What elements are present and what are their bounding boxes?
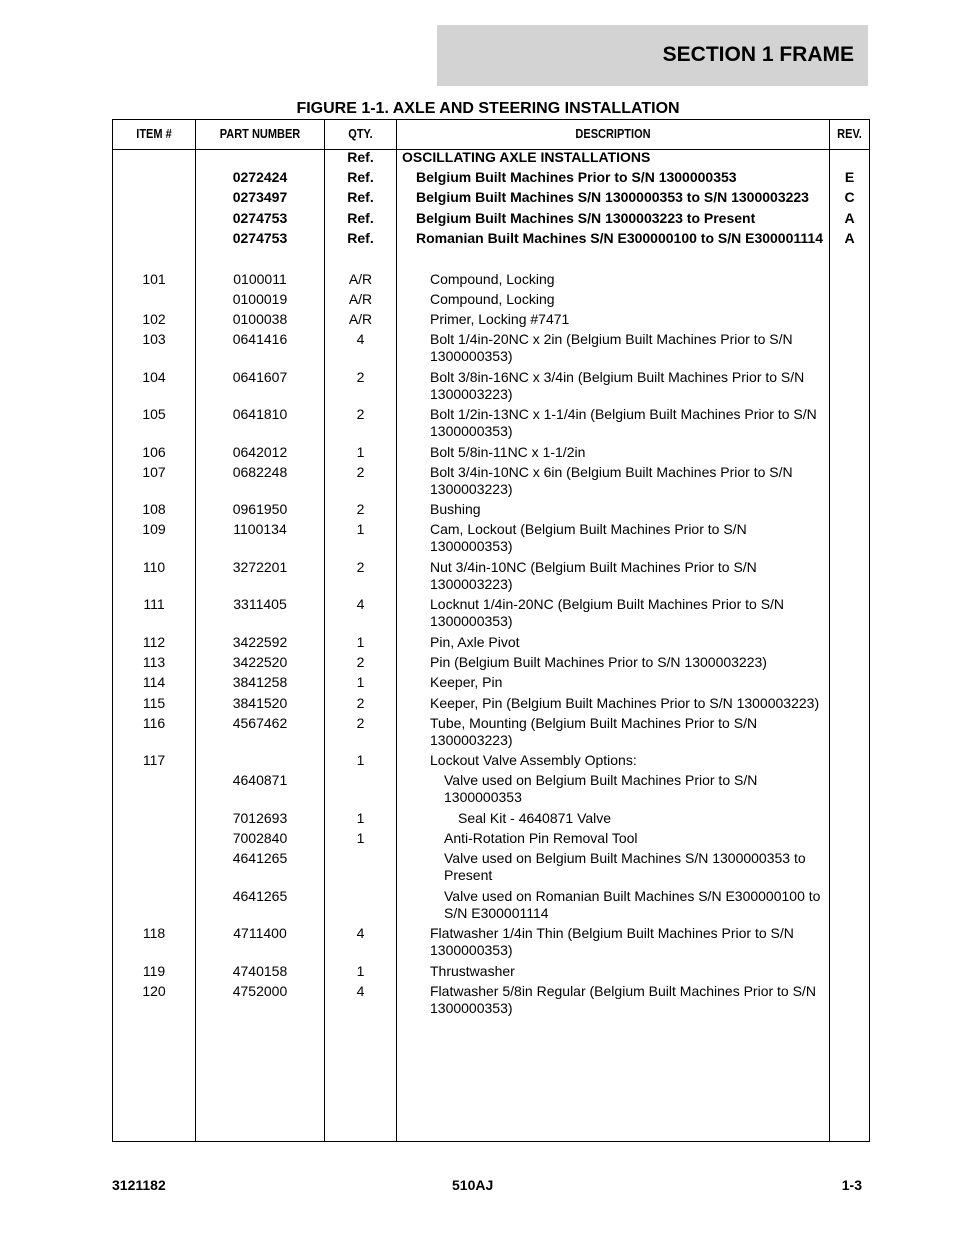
quantity: 2 xyxy=(356,715,365,731)
footer-model: 510AJ xyxy=(452,1177,494,1193)
description: Compound, Locking xyxy=(430,291,555,307)
quantity: 1 xyxy=(356,634,365,650)
item-number: 115 xyxy=(142,695,166,711)
item-number: 113 xyxy=(142,654,166,670)
part-number: 3841258 xyxy=(232,674,288,690)
header-item: ITEM # xyxy=(136,127,172,141)
description: Valve used on Belgium Built Machines S/N 1300000353 to Present xyxy=(444,850,806,883)
item-number: 117 xyxy=(142,752,166,768)
item-number: 116 xyxy=(142,715,166,731)
description: Lockout Valve Assembly Options: xyxy=(430,752,637,768)
description: Romanian Built Machines S/N E300000100 to S/N E300001114 xyxy=(416,230,823,246)
quantity: 4 xyxy=(356,596,365,612)
part-number: 0100019 xyxy=(232,291,288,307)
quantity: A/R xyxy=(348,271,373,287)
quantity: 1 xyxy=(356,521,365,537)
part-number: 4711400 xyxy=(233,925,287,941)
part-number: 3311405 xyxy=(233,596,287,612)
item-number: 119 xyxy=(142,963,166,979)
part-number: 0274753 xyxy=(232,210,288,226)
description: Belgium Built Machines Prior to S/N 1300000353 xyxy=(416,169,737,185)
quantity: 2 xyxy=(356,559,365,575)
item-number: 112 xyxy=(142,634,166,650)
part-number: 0642012 xyxy=(232,444,288,460)
item-number: 106 xyxy=(142,444,166,460)
item-number: 102 xyxy=(142,311,166,327)
revision: E xyxy=(844,169,855,185)
description: Valve used on Belgium Built Machines Prior to S/N 1300000353 xyxy=(444,772,758,805)
description: Keeper, Pin xyxy=(430,674,503,690)
part-number: 7012693 xyxy=(232,810,288,826)
quantity: 1 xyxy=(356,963,365,979)
part-number: 0100038 xyxy=(232,311,288,327)
description: Bolt 3/4in-10NC x 6in (Belgium Built Machines Prior to S/N 1300003223) xyxy=(430,464,793,497)
part-number: 0682248 xyxy=(232,464,288,480)
part-number: 3272201 xyxy=(232,559,288,575)
item-number: 105 xyxy=(142,406,166,422)
quantity: A/R xyxy=(348,311,373,327)
part-number: 0641810 xyxy=(232,406,288,422)
quantity: 2 xyxy=(356,464,365,480)
quantity: 1 xyxy=(356,674,365,690)
section-title: SECTION 1 FRAME xyxy=(662,43,854,66)
description: Nut 3/4in-10NC (Belgium Built Machines Prior to S/N 1300003223) xyxy=(430,559,757,592)
item-number: 111 xyxy=(143,596,165,612)
description: Anti-Rotation Pin Removal Tool xyxy=(444,830,638,846)
quantity: Ref. xyxy=(347,189,374,205)
description: Cam, Lockout (Belgium Built Machines Prior to S/N 1300000353) xyxy=(430,521,747,554)
part-number: 0100011 xyxy=(233,271,287,287)
item-number: 104 xyxy=(142,369,166,385)
quantity: 4 xyxy=(356,983,365,999)
header-rev: REV. xyxy=(837,127,862,141)
description: Bolt 3/8in-16NC x 3/4in (Belgium Built Machines Prior to S/N 1300003223) xyxy=(430,369,805,402)
part-number: 0961950 xyxy=(232,501,288,517)
quantity: Ref. xyxy=(347,210,374,226)
part-number: 4740158 xyxy=(232,963,288,979)
quantity: A/R xyxy=(348,291,373,307)
quantity: 1 xyxy=(356,810,365,826)
part-number: 7002840 xyxy=(232,830,288,846)
description: Keeper, Pin (Belgium Built Machines Prior to S/N 1300003223) xyxy=(430,695,820,711)
item-number: 108 xyxy=(142,501,166,517)
header-description: DESCRIPTION xyxy=(575,127,651,141)
quantity: 2 xyxy=(356,406,365,422)
item-number: 120 xyxy=(142,983,166,999)
item-number: 101 xyxy=(142,271,166,287)
revision: A xyxy=(844,230,855,246)
description: Flatwasher 1/4in Thin (Belgium Built Machines Prior to S/N 1300000353) xyxy=(430,925,794,958)
quantity: 1 xyxy=(356,830,365,846)
description: Locknut 1/4in-20NC (Belgium Built Machines Prior to S/N 1300000353) xyxy=(430,596,785,629)
parts-table xyxy=(112,119,870,1142)
description: Seal Kit - 4640871 Valve xyxy=(458,810,612,826)
quantity: 4 xyxy=(356,331,365,347)
quantity: 1 xyxy=(356,752,365,768)
part-number: 3422520 xyxy=(232,654,288,670)
item-number: 103 xyxy=(142,331,166,347)
description: Valve used on Romanian Built Machines S/N E300000100 to S/N E300001114 xyxy=(444,888,821,921)
description: Thrustwasher xyxy=(430,963,515,979)
part-number: 0274753 xyxy=(232,230,288,246)
quantity: 2 xyxy=(356,695,365,711)
part-number: 3422592 xyxy=(232,634,288,650)
part-number: 4752000 xyxy=(232,983,288,999)
item-number: 118 xyxy=(142,925,166,941)
part-number: 0273497 xyxy=(232,189,288,205)
part-number: 0641416 xyxy=(232,331,288,347)
quantity: 2 xyxy=(356,654,365,670)
revision: A xyxy=(844,210,855,226)
table-header xyxy=(113,120,869,150)
part-number: 4567462 xyxy=(232,715,288,731)
quantity: 2 xyxy=(356,501,365,517)
description: Primer, Locking #7471 xyxy=(430,311,570,327)
description: Bushing xyxy=(430,501,481,517)
description: Pin, Axle Pivot xyxy=(430,634,520,650)
description: OSCILLATING AXLE INSTALLATIONS xyxy=(402,149,651,165)
description: Belgium Built Machines S/N 1300003223 to Present xyxy=(416,210,756,226)
part-number: 0641607 xyxy=(232,369,288,385)
description: Compound, Locking xyxy=(430,271,555,287)
part-number: 0272424 xyxy=(232,169,288,185)
quantity: 1 xyxy=(356,444,365,460)
column-divider xyxy=(829,120,830,1141)
part-number: 4641265 xyxy=(232,888,288,904)
part-number: 4641265 xyxy=(232,850,288,866)
header-part-number: PART NUMBER xyxy=(219,127,301,141)
revision: C xyxy=(844,189,855,205)
quantity: 4 xyxy=(356,925,365,941)
footer-doc-number: 3121182 xyxy=(112,1177,166,1193)
quantity: 2 xyxy=(356,369,365,385)
part-number: 1100134 xyxy=(233,521,287,537)
header-qty: QTY. xyxy=(348,127,373,141)
description: Bolt 1/4in-20NC x 2in (Belgium Built Machines Prior to S/N 1300000353) xyxy=(430,331,793,364)
footer-page-number: 1-3 xyxy=(841,1177,862,1193)
part-number: 4640871 xyxy=(232,772,288,788)
description: Bolt 5/8in-11NC x 1-1/2in xyxy=(430,444,586,460)
part-number: 3841520 xyxy=(232,695,288,711)
description: Bolt 1/2in-13NC x 1-1/4in (Belgium Built Machines Prior to S/N 1300000353) xyxy=(430,406,817,439)
item-number: 109 xyxy=(142,521,166,537)
description: Pin (Belgium Built Machines Prior to S/N 1300003223) xyxy=(430,654,767,670)
quantity: Ref. xyxy=(347,169,374,185)
section-banner xyxy=(437,25,868,86)
description: Tube, Mounting (Belgium Built Machines Prior to S/N 1300003223) xyxy=(430,715,758,748)
item-number: 114 xyxy=(142,674,166,690)
description: Belgium Built Machines S/N 1300000353 to S/N 1300003223 xyxy=(416,189,809,205)
column-divider xyxy=(396,120,397,1141)
quantity: Ref. xyxy=(347,230,374,246)
item-number: 110 xyxy=(142,559,166,575)
figure-title: FIGURE 1-1. AXLE AND STEERING INSTALLATION xyxy=(296,100,680,117)
quantity: Ref. xyxy=(347,149,374,165)
description: Flatwasher 5/8in Regular (Belgium Built Machines Prior to S/N 1300000353) xyxy=(430,983,816,1016)
item-number: 107 xyxy=(142,464,166,480)
